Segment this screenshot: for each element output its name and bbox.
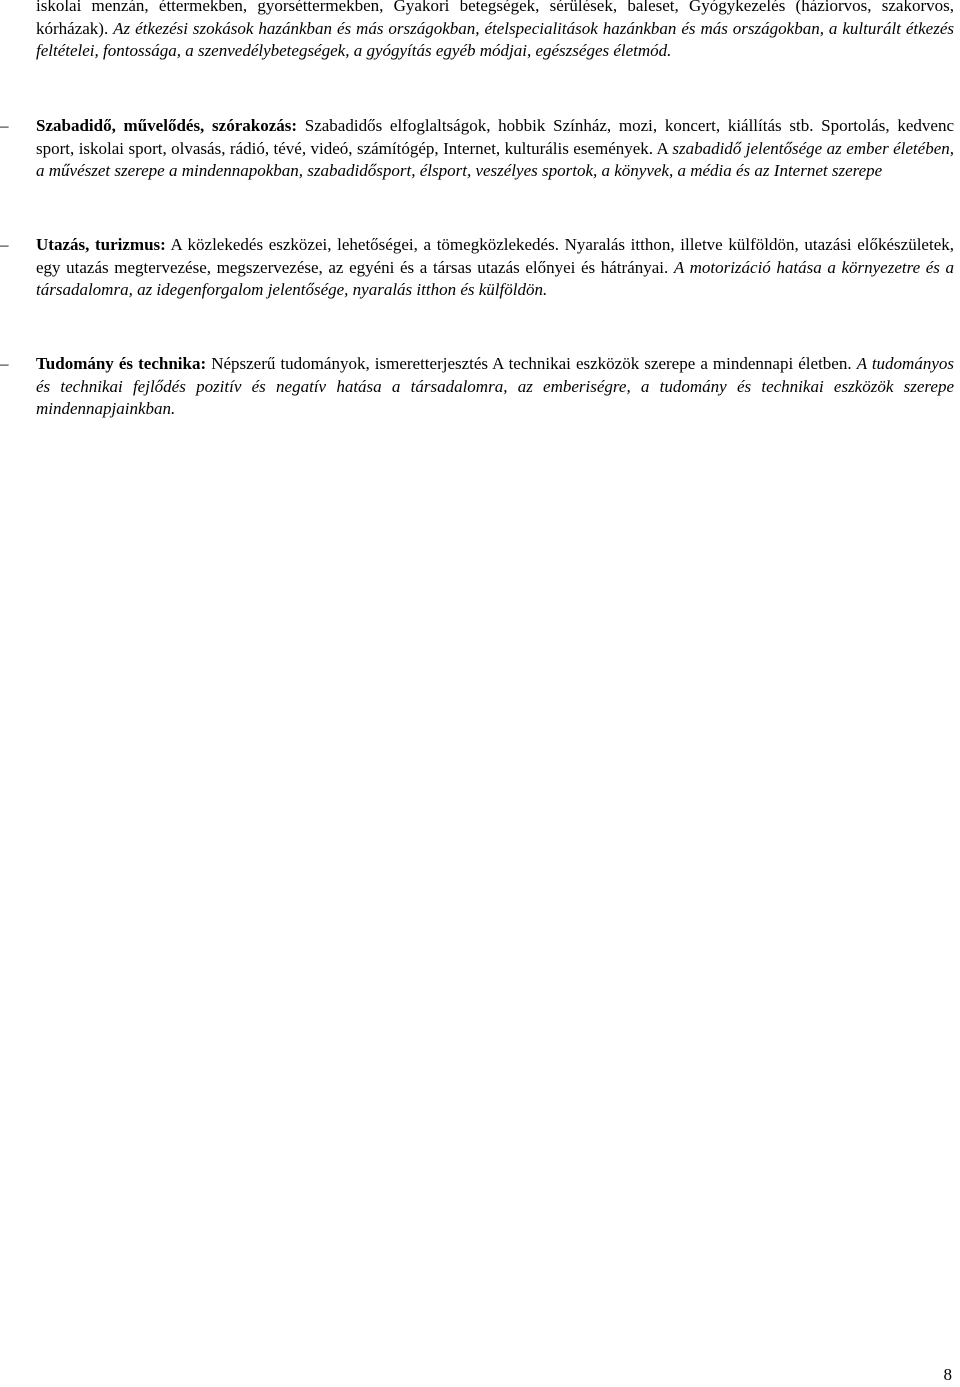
- list-item-leisure: [0, 115, 955, 183]
- intro-normal-text: iskolai menzán, éttermekben, gyorséttermekben, Gyakori betegségek, sérülések, baleset, Gyógykezelés (háziorvos, szakorvos, kórházak).: [36, 0, 954, 38]
- item-normal-text: A közlekedés eszközei, lehetőségei, a tömegközlekedés. Nyaralás itthon, illetve külföldön, utazási előkészületek, egy utazás megtervezése, megszervezése, az egyéni és a társas utazás előnyei és hátrányai.: [36, 235, 955, 277]
- dash-marker: –: [0, 235, 9, 254]
- item-title: Utazás, turizmus:: [36, 235, 166, 254]
- list-item-science: [0, 353, 954, 421]
- item-title: Tudomány és technika:: [36, 354, 207, 373]
- item-title: Szabadidő, művelődés, szórakozás:: [36, 116, 298, 135]
- item-italic-text: A tudományos és technikai fejlődés pozitív és negatív hatása a társadalomra, az emberiségre, a tudomány és technikai eszközök szerepe mindennapjainkban.: [36, 354, 954, 418]
- page-number: 8: [943, 1365, 952, 1384]
- item-normal-text: Szabadidős elfoglaltságok, hobbik Színház, mozi, koncert, kiállítás stb. Sportolás, kedvenc sport, iskolai sport, olvasás, rádió, tévé, videó, számítógép, Internet, kulturális események. A: [36, 116, 955, 158]
- item-italic-text: A motorizáció hatása a környezetre és a társadalomra, az idegenforgalom jelentősége, nyaralás itthon és külföldön.: [36, 257, 955, 299]
- dash-marker: –: [0, 116, 9, 135]
- intro-paragraph: [36, 0, 954, 63]
- list-item-travel: [0, 234, 955, 302]
- dash-marker: –: [0, 354, 9, 373]
- item-normal-text: Népszerű tudományok, ismeretterjesztés A technikai eszközök szerepe a mindennapi életben.: [211, 354, 852, 373]
- item-italic-text: szabadidő jelentősége az ember életében, a művészet szerepe a mindennapokban, szabadidősport, élsport, veszélyes sportok, a könyvek, a média és az Internet szerepe: [36, 138, 954, 180]
- intro-italic-text: Az étkezési szokások hazánkban és más országokban, ételspecialitások hazánkban és más országokban, a kulturált étkezés feltételei, fontossága, a szenvedélybetegségek, a gyógyítás egyéb módjai, egészséges életmód.: [36, 18, 955, 60]
